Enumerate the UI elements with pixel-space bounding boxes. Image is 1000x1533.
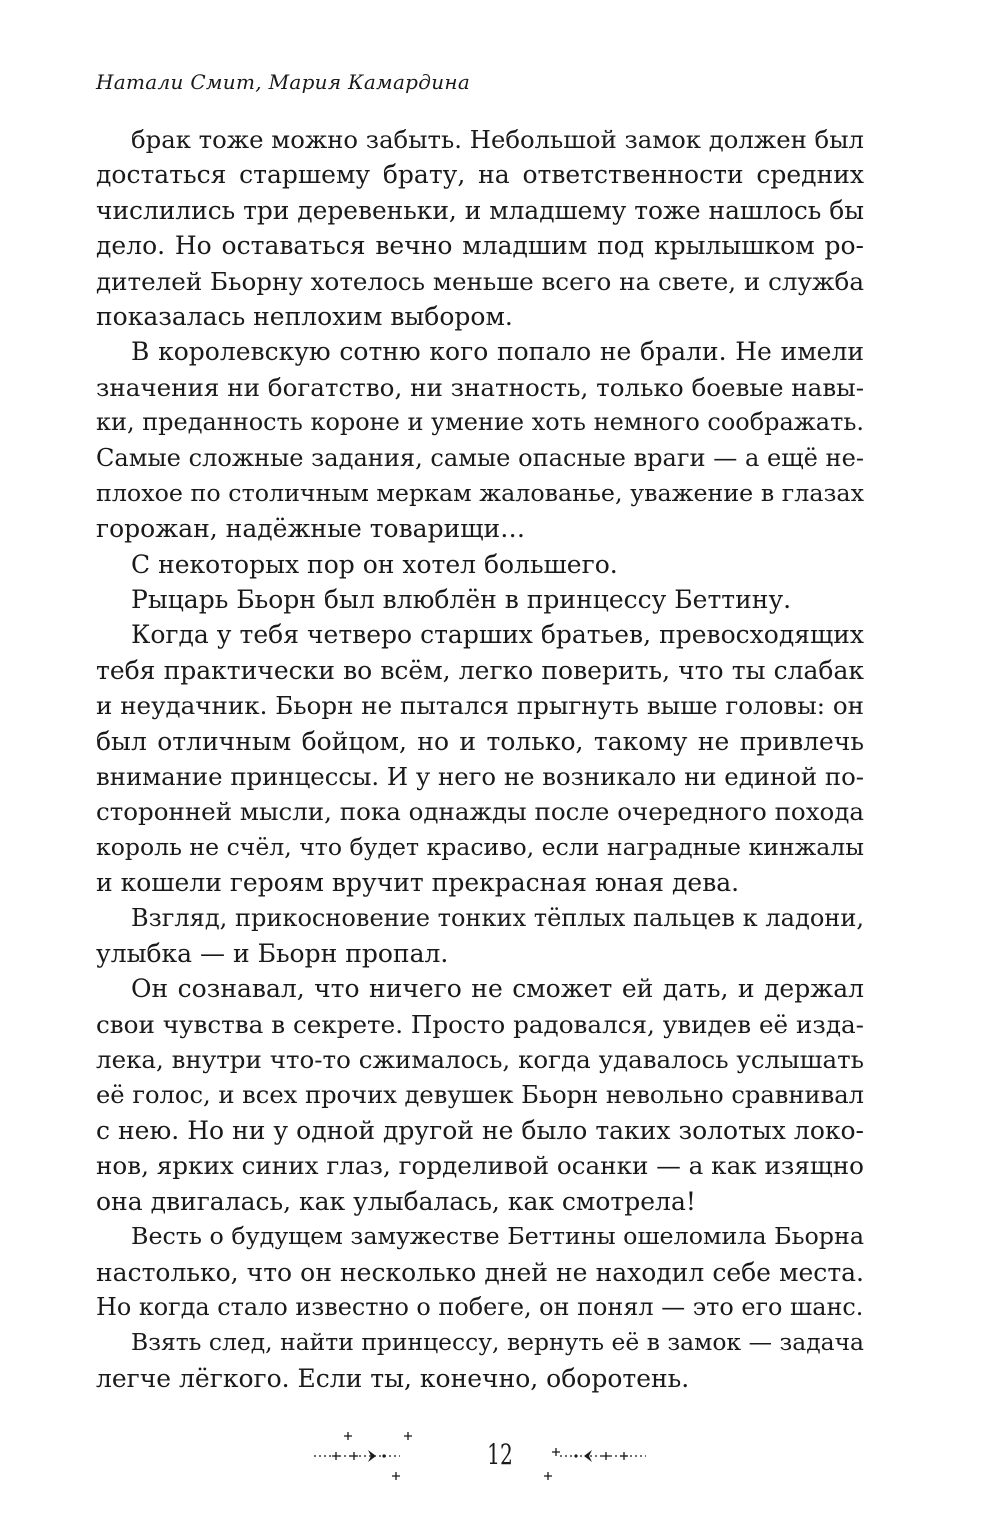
- text-line: внимание принцессы. И у него не возникало ни единой по-: [96, 762, 864, 792]
- text-line: тебя практически во всём, легко поверить, что ты слабак: [96, 655, 864, 685]
- text-line: ки, преданность короне и умение хоть немного соображать.: [96, 408, 865, 437]
- text-line: достаться старшему брату, на ответственности средних: [96, 160, 864, 190]
- text-line: она двигалась, как улыбалась, как смотрела!: [96, 1186, 696, 1216]
- text-line: был отличным бойцом, но и только, такому не привлечь: [96, 726, 864, 756]
- text-line: улыбка — и Бьорн пропал.: [96, 938, 449, 968]
- text-line: настолько, что он несколько дней не находил себе места.: [96, 1257, 864, 1287]
- page-footer: [0, 1428, 1000, 1488]
- text-line: брак тоже можно забыть. Небольшой замок должен был: [131, 125, 864, 154]
- text-line: с нею. Но ни у одной другой не было таких золотых локо-: [96, 1115, 864, 1145]
- text-line: Взять след, найти принцессу, вернуть её в замок — задача: [131, 1328, 864, 1357]
- text-line: Взгляд, прикосновение тонких тёплых пальцев к ладони,: [131, 903, 864, 932]
- text-line: легче лёгкого. Если ты, конечно, оборотень.: [96, 1363, 690, 1393]
- text-line: сторонней мысли, пока однажды после очередного похода: [96, 797, 864, 827]
- text-line: числились три деревеньки, и младшему тоже нашлось бы: [96, 195, 864, 225]
- text-line: Он сознавал, что ничего не сможет ей дать, и держал: [131, 974, 864, 1004]
- text-line: показалась неплохим выбором.: [96, 301, 513, 331]
- text-line: Когда у тебя четверо старших братьев, превосходящих: [131, 620, 864, 650]
- text-line: и кошели героям вручит прекрасная юная дева.: [96, 868, 740, 898]
- text-line: Весть о будущем замужестве Беттины ошеломила Бьорна: [131, 1222, 864, 1251]
- text-line: дело. Но оставаться вечно младшим под крылышком ро-: [96, 231, 864, 261]
- paragraph: [96, 547, 864, 582]
- text-line: С некоторых пор он хотел большего.: [131, 549, 618, 579]
- text-line: В королевскую сотню кого попало не брали. Не имели: [131, 337, 864, 367]
- text-line: и неудачник. Бьорн не пытался прыгнуть выше головы: он: [96, 691, 864, 721]
- text-line: значения ни богатство, ни знатность, только боевые навы-: [96, 372, 864, 402]
- text-line: плохое по столичным меркам жалованье, уважение в глазах: [96, 478, 864, 507]
- text-line: лека, внутри что-то сжималось, когда удавалось услышать: [96, 1045, 864, 1075]
- page-number: 12: [487, 1438, 513, 1471]
- star-ornament-right-icon: [540, 1428, 650, 1488]
- paragraph: [96, 617, 864, 900]
- paragraph: [96, 1325, 864, 1396]
- paragraph: [96, 1219, 864, 1325]
- text-line: Но когда стало известно о побеге, он понял — это его шанс.: [96, 1292, 864, 1321]
- paragraph: [96, 122, 864, 334]
- text-line: Самые сложные задания, самые опасные враги — а ещё не-: [96, 443, 864, 472]
- paragraph: [96, 334, 864, 546]
- text-line: горожан, надёжные товарищи…: [96, 514, 526, 544]
- paragraph: [96, 582, 864, 617]
- paragraph: [96, 901, 864, 972]
- text-line: король не счёл, что будет красиво, если наградные кинжалы: [96, 832, 864, 861]
- text-line: Рыцарь Бьорн был влюблён в принцессу Беттину.: [131, 585, 792, 615]
- text-line: свои чувства в секрете. Просто радовался, увидев её изда-: [96, 1009, 864, 1039]
- text-line: нов, ярких синих глаз, горделивой осанки — а как изящно: [96, 1151, 864, 1181]
- paragraph: [96, 971, 864, 1219]
- body-text: [96, 122, 864, 1396]
- text-line: дителей Бьорну хотелось меньше всего на свете, и служба: [96, 266, 864, 296]
- text-line: её голос, и всех прочих девушек Бьорн невольно сравнивал: [96, 1080, 864, 1109]
- running-header: Натали Смит, Мария Камардина: [96, 70, 471, 94]
